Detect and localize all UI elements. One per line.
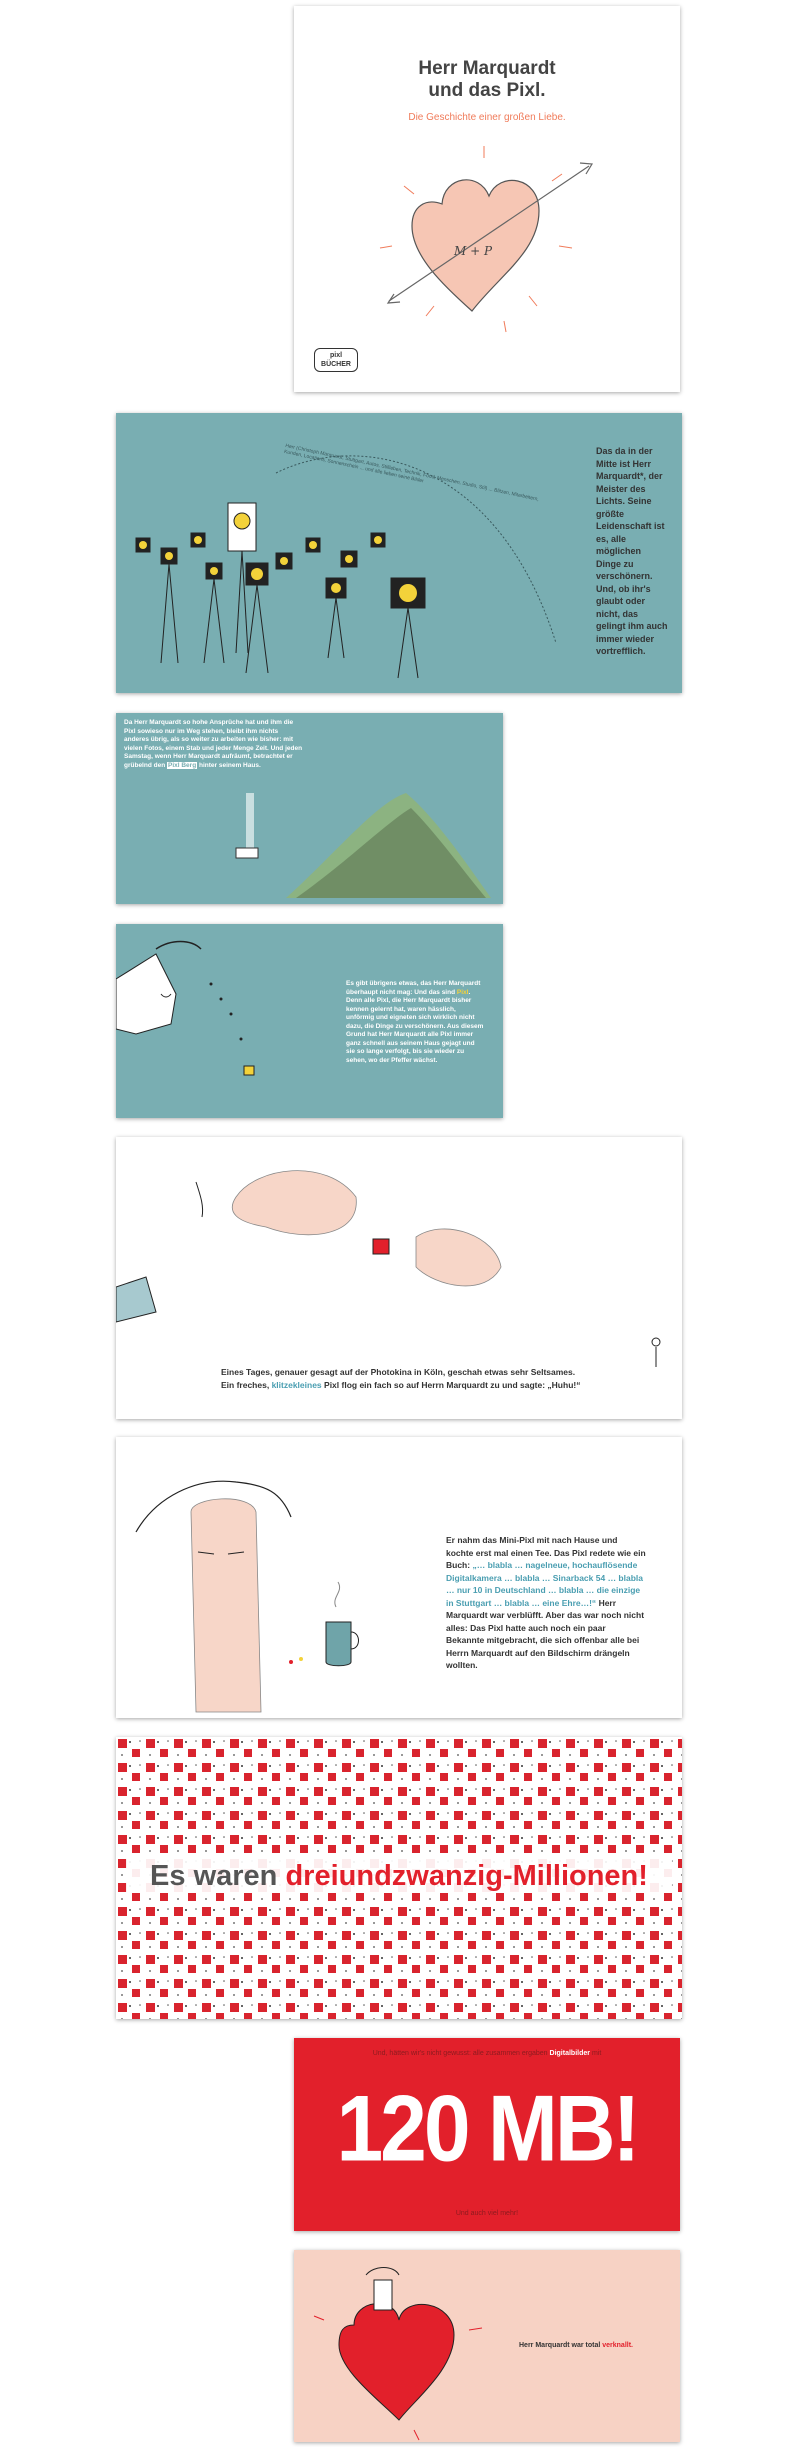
page4-highlight: Pixl	[456, 988, 469, 996]
page7-highlight: dreiundzwanzig-Millionen!	[285, 1860, 648, 1892]
page-millions	[116, 1737, 682, 2019]
page-pixl-mountain	[116, 713, 503, 904]
arc-caption: Herr (Christoph Marquardt, Stuttgart, Autos, Stillleben, Technik, Food, Menschen, Studio, Stil) ... Blitzen, Mitarbeitern, Kunden, Locations, Sonnenschein ... und alle lieben seine Bilder	[283, 443, 540, 503]
page7-headline	[126, 1859, 672, 1893]
page5-highlight: klitzekleines	[271, 1380, 322, 1390]
page8-top-b: mit	[591, 2050, 602, 2057]
red-heart-illustration	[294, 2250, 514, 2442]
marquardt-peeking-illustration	[116, 924, 316, 1118]
page8-bottom-text: Und auch viel mehr!	[455, 2210, 519, 2217]
page2-text: Das da in der Mitte ist Herr Marquardt*, der Meister des Lichts. Seine größte Leidenschaft ist es, alle möglichen Dinge zu verschönern. Und, ob ihr's glaubt oder nicht, das gelingt ihm auch immer wieder vortrefflich.	[596, 446, 668, 656]
page-dislikes-pixl	[116, 924, 503, 1118]
page8-top-a: Und, hätten wir's nicht gewusst: alle zusammen ergaben	[372, 2050, 548, 2057]
page9-highlight: verknallt.	[602, 2342, 633, 2349]
cover-title-line1: Herr Marquardt	[418, 58, 556, 79]
page7-text-a: Es waren	[150, 1860, 278, 1892]
page6-text	[446, 1534, 646, 1672]
page5-text	[221, 1366, 666, 1392]
cover-title-line2: und das Pixl.	[428, 80, 546, 101]
page9-text-a: Herr Marquardt war total	[519, 2342, 601, 2349]
page-in-love	[294, 2250, 680, 2442]
page9-text	[519, 2342, 669, 2349]
page6-text-b: Herr Marquardt war verblüfft. Aber das war noch nicht alles: Das Pixl hatte auch noch ein paar Bekannte mitgebracht, die sich offenbar alle bei Herrn Marquardt auf den Bildschirm drängeln wollten.	[446, 1597, 645, 1670]
marquardt-tea-illustration	[116, 1437, 436, 1718]
page-tea	[116, 1437, 682, 1718]
page5-line2	[221, 1379, 666, 1392]
page4-text	[346, 980, 484, 1065]
publisher-logo: pixl BÜCHER	[314, 348, 358, 372]
cover-subtitle: Die Geschichte einer großen Liebe.	[408, 112, 566, 123]
page4-text-a: Es gibt übrigens etwas, das Herr Marquardt überhaupt nicht mag: Und das sind	[346, 980, 481, 996]
page5-line2-a: Ein freches,	[221, 1380, 270, 1390]
page8-big-number: 120 MB!	[336, 2075, 638, 2181]
page-master-of-light	[116, 413, 682, 693]
page6-text-a: Er nahm das Mini-Pixl mit nach Hause und kochte erst mal einen Tee. Das Pixl redete wie ein Buch:	[446, 1535, 646, 1570]
heart-initials: M + P	[454, 244, 493, 258]
page-cover	[294, 6, 680, 392]
page6-quote: „… blabla … nagelneue, hochauflösende Digitalkamera … blabla … Sinarback 54 … blabla … nur 10 in Deutschland … blabla … die einzige in Stuttgart … blabla … eine Ehre…!“	[446, 1560, 643, 1608]
page5-line2-b: Pixl flog ein fach so auf Herrn Marquardt zu und sagte: „Huhu!“	[324, 1380, 581, 1390]
page3-highlight: Pixl Berg	[167, 761, 197, 769]
page3-text-a: Da Herr Marquardt so hohe Ansprüche hat und ihm die Pixl sowieso nur im Weg stehen, bleibt ihm nichts anderes übrig, als so weiter zu arbeiten wie bisher: mit vielen Fotos, einem Stab und jeder Menge Zeit. Und jeden Samstag, wenn Herr Marquardt aufräumt, betrachtet er grübelnd den	[124, 719, 303, 769]
photokina-illustration	[116, 1137, 682, 1367]
page8-top-text	[294, 2050, 680, 2057]
pixl-mountain-illustration	[196, 763, 496, 903]
page-120mb	[294, 2038, 680, 2231]
cover-title	[294, 58, 680, 102]
page8-top-highlight: Digitalbilder	[549, 2050, 590, 2057]
page5-line1: Eines Tages, genauer gesagt auf der Photokina in Köln, geschah etwas sehr Seltsames.	[221, 1367, 576, 1377]
page3-text-b: hinter seinem Haus.	[198, 761, 261, 769]
page-photokina	[116, 1137, 682, 1419]
page4-text-b: . Denn alle Pixl, die Herr Marquardt bisher kennen gelernt hat, waren hässlich, unförmig und eigneten sich wirklich nicht dazu, die Dinge zu verschönern. Aus diesem Grund hat Herr Marquardt alle Pixl immer ganz schnell aus seinem Haus gejagt und sie so lange verfolgt, bis sie wieder zu sehen, wo der Pfeffer wächst.	[346, 988, 484, 1064]
